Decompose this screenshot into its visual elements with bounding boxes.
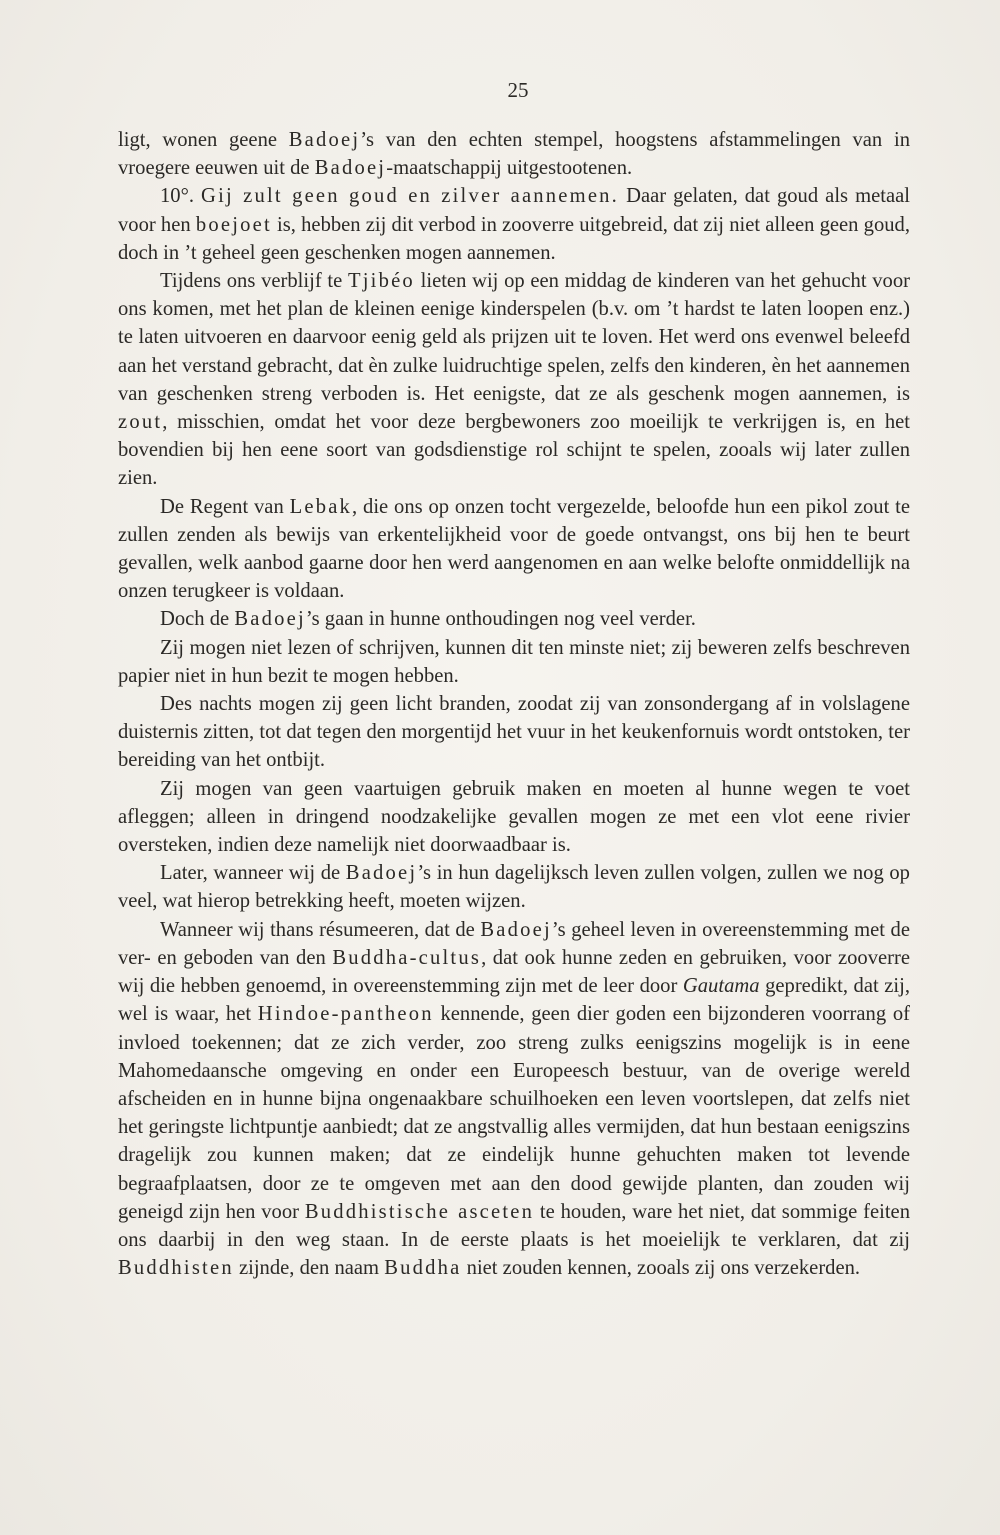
paragraph-4 <box>118 493 910 606</box>
text-run: niet zouden kennen, zooals zij ons verzekerden. <box>461 1257 861 1280</box>
paragraph-8 <box>118 775 910 860</box>
paragraph-1 <box>118 126 910 182</box>
text-run: ’s gaan in hunne onthoudingen nog veel verder. <box>305 608 696 631</box>
text-run: 10°. <box>160 185 202 208</box>
text-run: zijnde, den naam <box>233 1257 385 1280</box>
spaced-term: Tjibéo <box>347 270 415 293</box>
text-run: ’s van den echten stempel, hoogstens afstammelingen van in vroegere eeuwen uit de <box>118 129 910 180</box>
text-run: , dat ook hunne zeden en gebruiken, voor zooverre wij die hebben genoemd, in overeenstemming zijn met de leer door <box>118 946 910 998</box>
paragraph-10 <box>118 916 910 1283</box>
spaced-term: Hindoe-pantheon <box>257 1003 434 1026</box>
body-text <box>118 126 910 1282</box>
spaced-term: Badoej <box>480 918 552 941</box>
spaced-term: Buddha-cultus <box>332 946 482 969</box>
text-run: Later, wanneer wij de <box>160 862 346 885</box>
paragraph-3 <box>118 267 910 493</box>
spaced-term: Gij zult geen goud en zilver aannemen. <box>201 185 620 208</box>
paragraph-9 <box>118 859 910 915</box>
spaced-term: Buddhistische asceten <box>304 1200 535 1223</box>
text-run: is, hebben zij dit verbod in zooverre uitgebreid, dat zij niet alleen geen goud, doch in ’t geheel geen geschenken mogen aannemen. <box>118 213 911 264</box>
text-run: , die ons op onzen tocht vergezelde, beloofde hun een pikol zout te zullen zenden als bewijs van erkentelijkheid voor de goede ontvangst, ons bij hen te beurt gevallen, welk aanbod gaarne door hen werd aangenomen en aan welke belofte onmiddellijk na onzen terugkeer is voldaan. <box>118 495 910 603</box>
text-run: ’s geheel leven in overeenstemming met de ver- en geboden van den <box>118 918 910 969</box>
text-run: Des nachts mogen zij geen licht branden, zoodat zij van zonsondergang af in volslagene duisternis zitten, tot dat tegen den morgentijd het vuur in het keukenfornuis wordt ontstoken, ter bereiding van het ontbijt. <box>118 693 910 772</box>
paragraph-5 <box>118 605 910 633</box>
paragraph-2 <box>118 182 910 267</box>
spaced-term: Badoej <box>314 157 387 180</box>
text-run: Wanneer wij thans résumeeren, dat de <box>160 918 481 941</box>
text-run: Zij mogen van geen vaartuigen gebruik maken en moeten al hunne wegen te voet afleggen; alleen in dringend noodzakelijke gevallen mogen ze met een vlot eene rivier oversteken, indien deze namelijk niet doorwaadbaar is. <box>118 777 910 857</box>
text-run: -maatschappij uitgestootenen. <box>386 157 633 180</box>
spaced-term: Buddhisten <box>118 1257 234 1280</box>
spaced-term: Lebak <box>289 495 353 518</box>
italic-term: Gautama <box>682 975 760 998</box>
paragraph-6 <box>118 634 910 690</box>
text-run: te houden, ware het niet, dat sommige feiten ons daarbij in den weg staan. In de eerste plaats is het moeielijk te verklaren, dat zij <box>118 1200 910 1251</box>
spaced-term: Badoej <box>288 129 361 151</box>
spaced-term: Badoej <box>345 862 418 885</box>
spaced-term: Buddha <box>384 1257 462 1280</box>
text-run: gepredikt, dat zij, wel is waar, het <box>118 975 910 1026</box>
text-run: Doch de <box>160 608 235 631</box>
text-run: ligt, wonen geene <box>118 129 289 151</box>
text-run: Zij mogen niet lezen of schrijven, kunnen dit ten minste niet; zij beweren zelfs beschreven papier niet in hun bezit te mogen hebben. <box>118 636 910 687</box>
text-run: Tijdens ons verblijf te <box>160 270 348 293</box>
text-run: De Regent van <box>160 495 290 518</box>
text-run: lieten wij op een middag de kinderen van het gehucht voor ons komen, met het plan de kleinen eenige kinderspelen (b.v. om ’t hardst te laten loopen enz.) te laten uitvoeren en daarvoor eenig geld als prijzen uit te loven. Het werd ons evenwel beleefd aan het verstand gebracht, dat èn zulke luidruchtige spelen, zelfs den kinderen, èn het aannemen van geschenken streng verboden is. Het eenigste, dat ze als geschenk mogen aannemen, is <box>118 270 910 405</box>
text-run: , misschien, omdat het voor deze bergbewoners zoo moeilijk te verkrijgen is, en het bovendien bij hen eene soort van godsdienstige rol schijnt te spelen, zooals wij later zullen zien. <box>118 411 910 490</box>
text-run: Daar gelaten, dat goud als metaal voor hen <box>118 185 910 236</box>
spaced-term: Badoej <box>234 608 306 631</box>
page-number: 25 <box>507 78 529 102</box>
text-run: kennende, geen dier goden een bijzonderen voorrang of invloed toekennen; dat ze zich verder, zoo streng zulks eenigszins mogelijk is in eene Mahomedaansche omgeving en onder een Europeesch bestuur, van de overige wereld afscheiden en in hunne bijna ongenaakbare schuilhoeken een leven voortslepen, dat zelfs niet het geringste lichtpuntje aanbiedt; dat ze angstvallig alles vermijden, dat hun bestaan eenigszins dragelijk zou kunnen maken; dat ze eindelijk hunne gehuchten maken tot levende begraafplaatsen, door ze te omgeven met aan den dood gewijde planten, dan zouden wij geneigd zijn hen voor <box>118 1003 910 1223</box>
spaced-term: boejoet <box>195 213 272 236</box>
text-run: ’s in hun dagelijksch leven zullen volgen, zullen we nog op veel, wat hierop betrekking heeft, moeten wijzen. <box>118 862 910 913</box>
spaced-term: zout <box>118 411 163 434</box>
paragraph-7 <box>118 690 910 775</box>
